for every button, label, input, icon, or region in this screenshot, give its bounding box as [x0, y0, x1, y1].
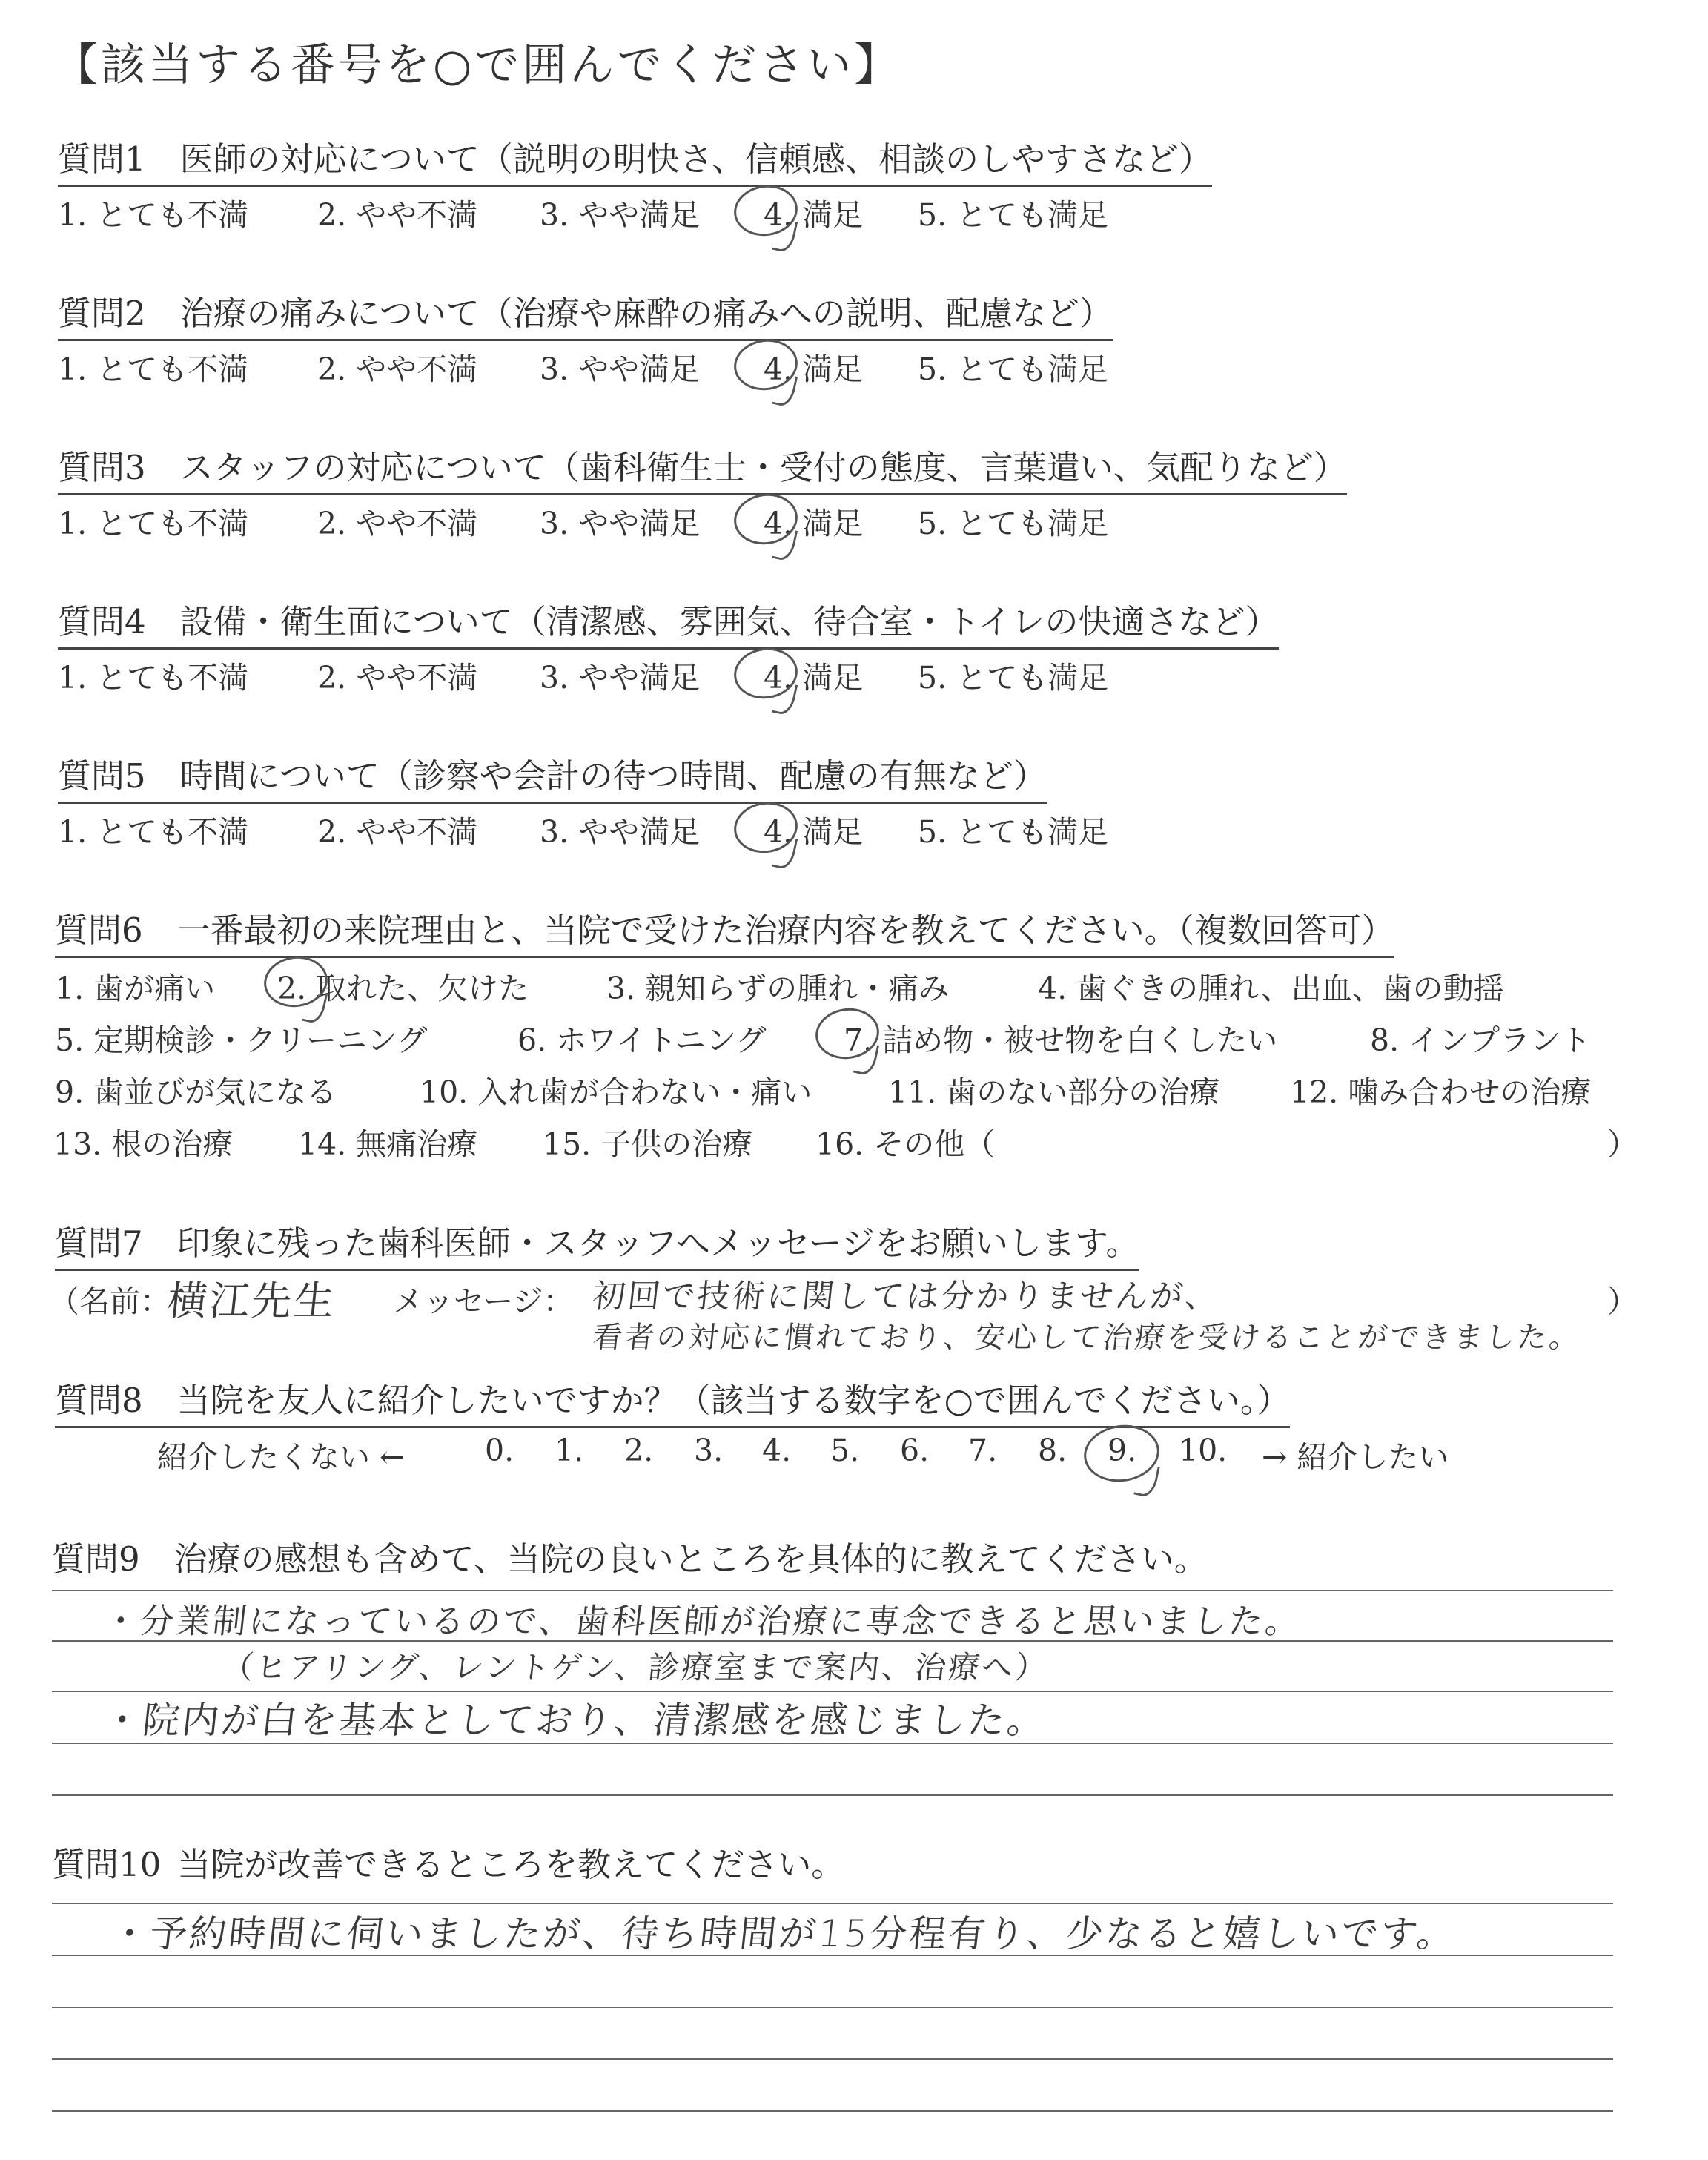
q9-answer-text-3[interactable]: ・院内が白を基本としており、清潔感を感じました。	[101, 1699, 1049, 1742]
q6-option-10[interactable]: 10. 入れ歯が合わない・痛い	[420, 1074, 812, 1110]
q5-option-2[interactable]: 2. やや不満	[317, 814, 478, 850]
q2-option-4[interactable]: 4. 満足	[764, 351, 864, 387]
question-6-number: 質問6	[55, 911, 143, 950]
q6-option-1[interactable]: 1. 歯が痛い	[55, 971, 216, 1006]
q8-score-2[interactable]: 2.	[624, 1433, 654, 1468]
question-8	[55, 1373, 1290, 1428]
question-4-options	[0, 653, 1708, 696]
q3-option-4[interactable]: 4. 満足	[764, 506, 864, 541]
q2-option-2[interactable]: 2. やや不満	[317, 351, 478, 387]
question-5-number: 質問5	[58, 756, 146, 796]
question-10-heading	[52, 1845, 844, 1884]
question-6	[55, 903, 1394, 958]
question-4-text: 設備・衛生面について（清潔感、雰囲気、待合室・トイレの快適さなど）	[179, 602, 1279, 641]
question-6-heading	[55, 903, 1394, 958]
q6-option-7[interactable]: 7. 詰め物・被せ物を白くしたい	[844, 1023, 1278, 1058]
question-4	[58, 595, 1279, 650]
q1-option-2[interactable]: 2. やや不満	[317, 197, 478, 233]
q10-answer-line-4	[52, 2058, 1613, 2060]
question-9-heading	[52, 1539, 1208, 1579]
q7-message-line-1[interactable]: 初回で技術に関しては分かりませんが、	[590, 1278, 1222, 1315]
q8-score-1[interactable]: 1.	[555, 1433, 584, 1468]
question-8-heading	[55, 1373, 1290, 1428]
question-7	[55, 1216, 1139, 1271]
question-2-heading	[58, 286, 1113, 341]
q6-option-3[interactable]: 3. 親知らずの腫れ・痛み	[606, 971, 950, 1006]
question-2	[58, 286, 1113, 341]
q6-option-16[interactable]: 16. その他（	[815, 1126, 996, 1162]
q6-option-11[interactable]: 11. 歯のない部分の治療	[888, 1074, 1220, 1110]
q3-option-2[interactable]: 2. やや不満	[317, 506, 478, 541]
q5-option-5[interactable]: 5. とても満足	[918, 814, 1109, 850]
question-1-text: 医師の対応について（説明の明快さ、信頼感、相談のしやすさなど）	[179, 139, 1212, 179]
q7-message-label: メッセージ：	[393, 1284, 574, 1319]
q6-option-15[interactable]: 15. 子供の治療	[543, 1126, 753, 1162]
q6-option-6[interactable]: 6. ホワイトニング	[517, 1023, 767, 1058]
question-2-text: 治療の痛みについて（治療や麻酔の痛みへの説明、配慮など）	[179, 294, 1113, 333]
q4-option-5[interactable]: 5. とても満足	[918, 660, 1109, 696]
question-5-text: 時間について（診察や会計の待つ時間、配慮の有無など）	[179, 756, 1047, 796]
q6-option-4[interactable]: 4. 歯ぐきの腫れ、出血、歯の動揺	[1038, 971, 1504, 1006]
q8-score-5[interactable]: 5.	[830, 1433, 860, 1468]
q1-option-4[interactable]: 4. 満足	[764, 197, 864, 233]
q6-option-8[interactable]: 8. インプラント	[1370, 1023, 1592, 1058]
q8-score-9[interactable]: 9.	[1108, 1433, 1137, 1468]
q7-name-value[interactable]: 横江先生	[165, 1278, 339, 1324]
question-1	[58, 132, 1212, 187]
question-3-options	[0, 499, 1708, 541]
q8-score-3[interactable]: 3.	[694, 1433, 724, 1468]
q8-score-8[interactable]: 8.	[1038, 1433, 1068, 1468]
q6-option-2[interactable]: 2. 取れた、欠けた	[277, 971, 529, 1006]
question-5-heading	[58, 749, 1047, 804]
q3-option-5[interactable]: 5. とても満足	[918, 506, 1109, 541]
q8-left-label: 紹介したくない ←	[157, 1439, 406, 1475]
question-3-heading	[58, 440, 1347, 495]
question-6-options	[0, 964, 1708, 1186]
question-2-number: 質問2	[58, 294, 146, 333]
question-7-heading	[55, 1216, 1139, 1271]
q3-option-3[interactable]: 3. やや満足	[540, 506, 701, 541]
q9-answer-line-5	[52, 1794, 1613, 1796]
q10-answer-line-3	[52, 2007, 1613, 2008]
q4-option-2[interactable]: 2. やや不満	[317, 660, 478, 696]
question-10-text: 当院が改善できるところを教えてください。	[177, 1845, 845, 1884]
q3-option-1[interactable]: 1. とても不満	[58, 506, 249, 541]
question-4-number: 質問4	[58, 602, 146, 641]
q9-answer-line-1	[52, 1590, 1613, 1591]
question-7-number: 質問7	[55, 1223, 143, 1263]
question-3-number: 質問3	[58, 448, 146, 487]
q8-score-7[interactable]: 7.	[968, 1433, 998, 1468]
q1-option-1[interactable]: 1. とても不満	[58, 197, 249, 233]
question-8-scale	[0, 1433, 1708, 1475]
q9-answer-text-2[interactable]: （ヒアリング、レントゲン、診療室まで案内、治療へ）	[220, 1649, 1051, 1685]
q6-option-5[interactable]: 5. 定期検診・クリーニング	[55, 1023, 428, 1058]
question-8-number: 質問8	[55, 1381, 143, 1420]
question-7-text: 印象に残った歯科医師・スタッフへメッセージをお願いします。	[176, 1223, 1139, 1263]
question-9-text: 治療の感想も含めて、当院の良いところを具体的に教えてください。	[173, 1539, 1208, 1579]
q2-option-3[interactable]: 3. やや満足	[540, 351, 701, 387]
question-5-options	[0, 807, 1708, 850]
q2-option-1[interactable]: 1. とても不満	[58, 351, 249, 387]
q5-option-4[interactable]: 4. 満足	[764, 814, 864, 850]
question-3	[58, 440, 1347, 495]
question-5	[58, 749, 1047, 804]
q6-option-13[interactable]: 13. 根の治療	[53, 1126, 234, 1162]
q8-score-0[interactable]: 0.	[485, 1433, 514, 1468]
q10-answer-text-1[interactable]: ・予約時間に伺いましたが、待ち時間が15分程有り、少なると嬉しいです。	[108, 1912, 1459, 1955]
question-6-text: 一番最初の来院理由と、当院で受けた治療内容を教えてください。（複数回答可）	[176, 911, 1395, 950]
q7-name-label: （名前：	[49, 1284, 171, 1319]
question-10	[52, 1837, 844, 1886]
q10-answer-line-5	[52, 2110, 1613, 2112]
q7-close-paren: ）	[1607, 1284, 1638, 1319]
question-2-options	[0, 345, 1708, 387]
q8-right-label: → 紹介したい	[1262, 1439, 1449, 1475]
q2-option-5[interactable]: 5. とても満足	[918, 351, 1109, 387]
q6-option-9[interactable]: 9. 歯並びが気になる	[55, 1074, 337, 1110]
question-4-heading	[58, 595, 1279, 650]
question-1-number: 質問1	[58, 139, 146, 179]
q4-option-1[interactable]: 1. とても不満	[58, 660, 249, 696]
q8-score-6[interactable]: 6.	[900, 1433, 930, 1468]
q8-selected-circle	[1080, 1420, 1163, 1486]
q9-answer-text-1[interactable]: ・分業制になっているので、歯科医師が治療に専念できると思いました。	[101, 1601, 1304, 1641]
q6-other-close: ）	[1607, 1126, 1638, 1162]
question-1-options	[0, 191, 1708, 233]
q5-option-3[interactable]: 3. やや満足	[540, 814, 701, 850]
question-1-heading	[58, 132, 1212, 187]
page-title: 【該当する番号を○で囲んでください】	[53, 39, 902, 91]
q5-option-1[interactable]: 1. とても不満	[58, 814, 249, 850]
q4-option-3[interactable]: 3. やや満足	[540, 660, 701, 696]
question-9	[52, 1532, 1208, 1580]
question-10-number: 質問10	[52, 1845, 162, 1884]
q1-option-5[interactable]: 5. とても満足	[918, 197, 1109, 233]
q8-score-4[interactable]: 4.	[762, 1433, 792, 1468]
question-8-text: 当院を友人に紹介したいですか？（該当する数字を○で囲んでください。）	[176, 1381, 1291, 1420]
q1-option-3[interactable]: 3. やや満足	[540, 197, 701, 233]
q6-option-12[interactable]: 12. 噛み合わせの治療	[1290, 1074, 1592, 1110]
q8-score-10[interactable]: 10.	[1179, 1433, 1228, 1468]
q7-message-line-2[interactable]: 看者の対応に慣れており、安心して治療を受けることができました。	[591, 1321, 1583, 1355]
q6-option-14[interactable]: 14. 無痛治療	[298, 1126, 478, 1162]
q4-option-4[interactable]: 4. 満足	[764, 660, 864, 696]
question-9-number: 質問9	[52, 1539, 140, 1579]
question-3-text: スタッフの対応について（歯科衛生士・受付の態度、言葉遣い、気配りなど）	[179, 448, 1347, 487]
